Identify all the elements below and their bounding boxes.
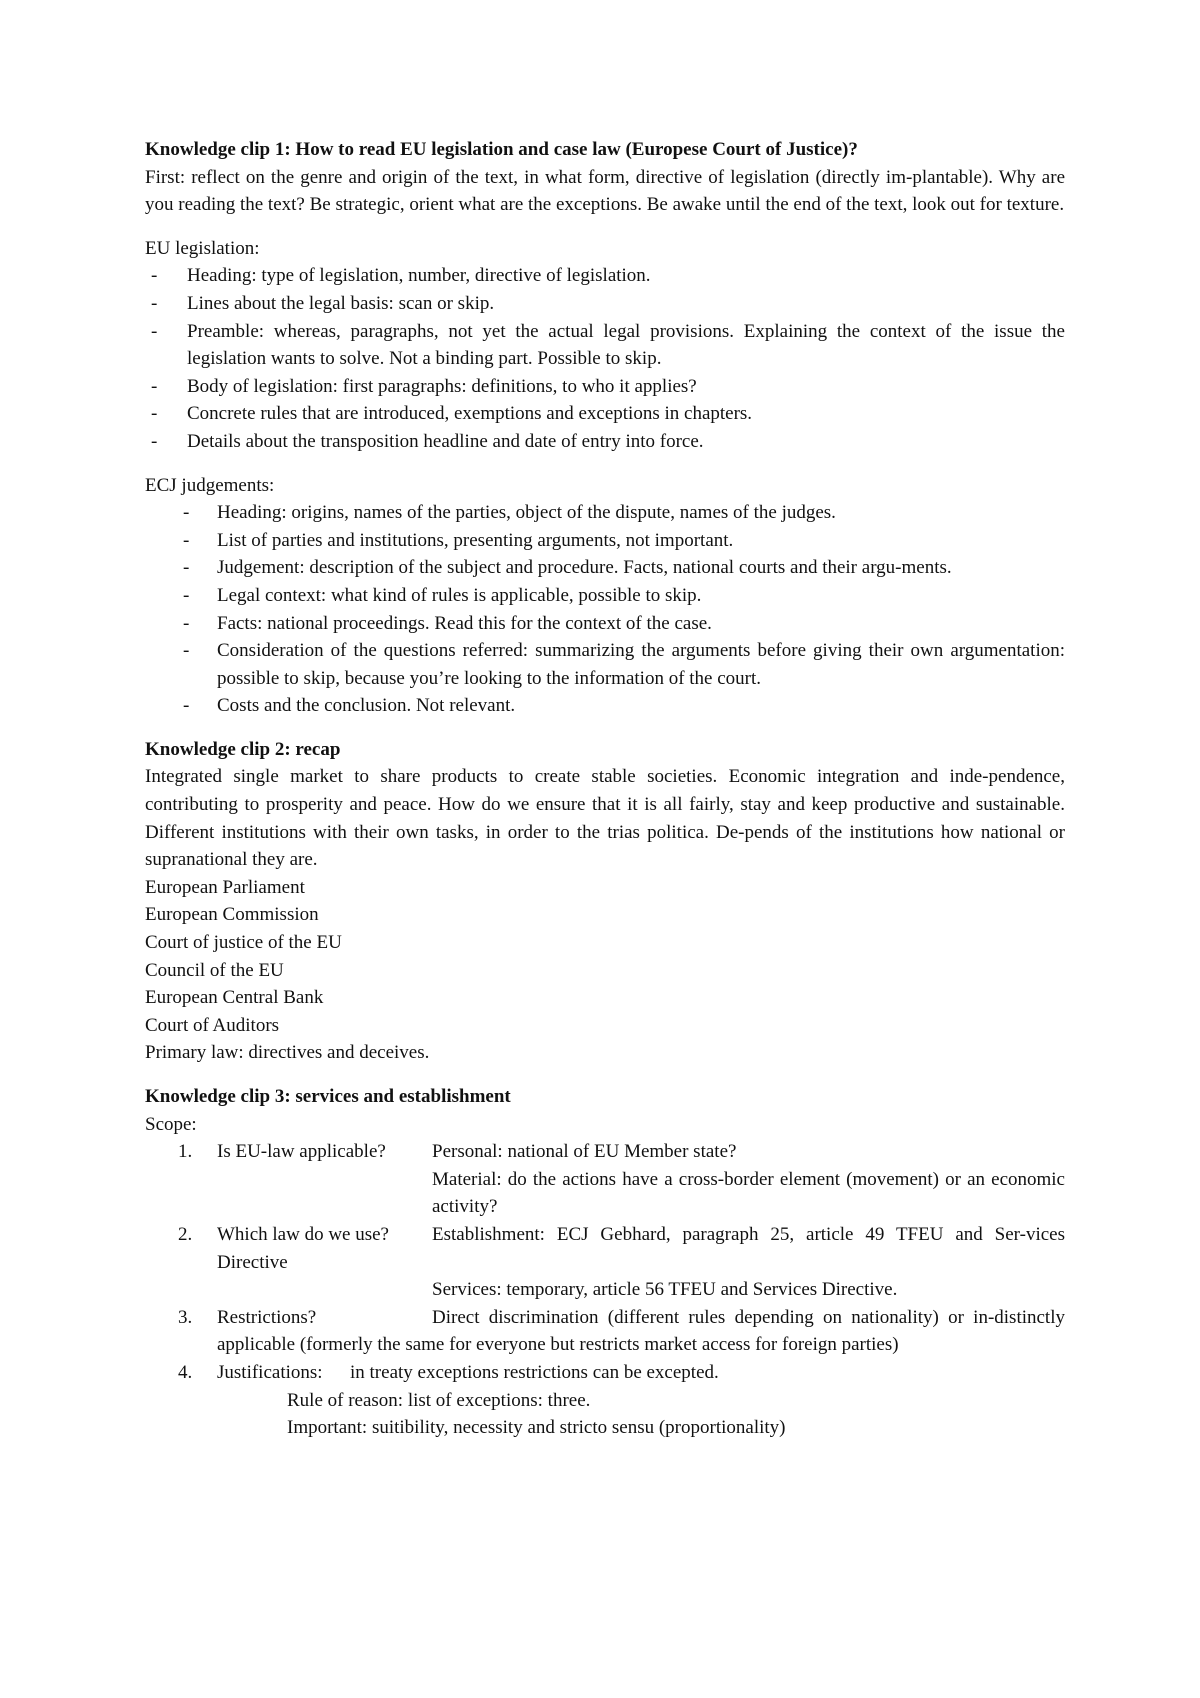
institution-line: European Central Bank: [145, 987, 324, 1009]
list-item: - Heading: type of legislation, number, directive of legislation.: [151, 265, 651, 287]
clip1-intro: First: reflect on the genre and origin of the text, in what form, directive of legislation (directly im-plantable). Why are you reading the text? Be strategic, orient what are the exceptions. Be awake until the end of the text, look out for texture.: [145, 166, 1065, 216]
list-item: - Lines about the legal basis: scan or skip.: [151, 292, 495, 314]
institution-line: Council of the EU: [145, 959, 284, 981]
list-item: 2. Which law do we use? Establishment: ECJ Gebhard, paragraph 25, article 49 TFEU and Ser-vices Directive: [178, 1223, 1065, 1273]
list-item: - Judgement: description of the subject and procedure. Facts, national courts and their argu-ments.: [183, 557, 952, 579]
eu-legislation-list: [145, 262, 1065, 455]
institution-line: European Commission: [145, 904, 319, 926]
list-item-continuation: Material: do the actions have a cross-border element (movement) or an economic activity?: [432, 1168, 1065, 1218]
list-item-sub: Important: suitibility, necessity and stricto sensu (proportionality): [287, 1417, 786, 1439]
list-item: - List of parties and institutions, presenting arguments, not important.: [183, 529, 734, 551]
ecj-judgements-title: ECJ judgements:: [145, 474, 275, 496]
list-item: - Preamble: whereas, paragraphs, not yet the actual legal provisions. Explaining the context of the issue the legislation wants to solve. Not a binding part. Possible to skip.: [151, 320, 1065, 370]
institution-line: European Parliament: [145, 876, 305, 898]
list-item: - Costs and the conclusion. Not relevant.: [183, 695, 516, 717]
ecj-judgements-list: [145, 499, 1065, 720]
scope-label: Scope:: [145, 1113, 197, 1135]
list-item-continuation: Services: temporary, article 56 TFEU and Services Directive.: [432, 1279, 898, 1301]
list-item: - Consideration of the questions referred: summarizing the arguments before giving their own argumentation: possible to skip, because you’re looking to the information of the court.: [183, 640, 1065, 689]
clip3-heading: Knowledge clip 3: services and establishment: [145, 1086, 511, 1107]
institution-line: Court of justice of the EU: [145, 932, 342, 954]
document-page: [145, 136, 1065, 1442]
clip2-heading: Knowledge clip 2: recap: [145, 738, 341, 760]
clip2-intro: Integrated single market to share products to create stable societies. Economic integration and inde-pendence, contributing to prosperity and peace. How do we ensure that it is all fairly, stay and keep productive and sustainable. Different institutions with their own tasks, in order to the trias politica. De-pends of the institutions how national or supranational they are.: [145, 766, 1065, 871]
eu-legislation-title: EU legislation:: [145, 237, 260, 259]
clip1-heading: Knowledge clip 1: How to read EU legislation and case law (Europese Court of Justice)?: [145, 139, 858, 160]
list-item: 1. Is EU-law applicable? Personal: national of EU Member state?: [178, 1141, 737, 1163]
list-item: 3. Restrictions? Direct discrimination (different rules depending on nationality) or in-distinctly applicable (formerly the same for everyone but restricts market access for foreign parties): [178, 1306, 1065, 1356]
list-item: - Body of legislation: first paragraphs: definitions, to who it applies?: [151, 375, 697, 397]
list-item: - Facts: national proceedings. Read this for the context of the case.: [183, 612, 712, 634]
institution-line: Court of Auditors: [145, 1014, 280, 1036]
list-item: - Legal context: what kind of rules is applicable, possible to skip.: [183, 584, 702, 606]
list-item: - Details about the transposition headline and date of entry into force.: [151, 430, 704, 452]
primary-law-line: Primary law: directives and deceives.: [145, 1042, 430, 1064]
list-item: - Concrete rules that are introduced, exemptions and exceptions in chapters.: [151, 403, 753, 425]
list-item-sub: Rule of reason: list of exceptions: three.: [287, 1389, 591, 1411]
list-item: 4. Justifications: in treaty exceptions restrictions can be excepted.: [178, 1361, 719, 1383]
scope-list: [145, 1138, 1065, 1442]
list-item: - Heading: origins, names of the parties, object of the dispute, names of the judges.: [183, 502, 836, 524]
